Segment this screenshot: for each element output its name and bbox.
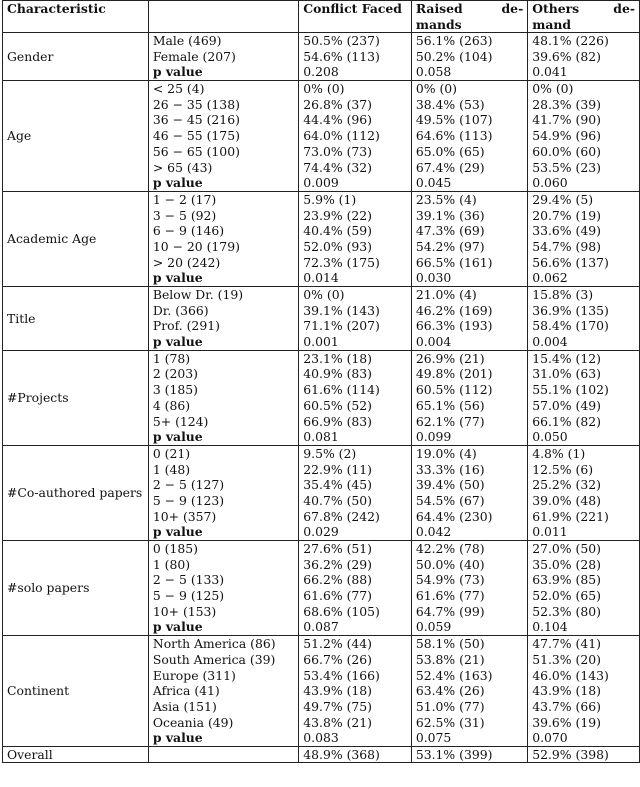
raised-value-cell: [411, 636, 527, 747]
row-label: 0 (185): [152, 541, 198, 556]
raised-value: 53.8% (21): [415, 651, 485, 667]
overall-row: [3, 746, 640, 763]
overall-raised: 53.1% (399): [411, 746, 527, 763]
group-name: Age: [3, 81, 149, 192]
overall-label: Overall: [3, 746, 149, 763]
others-value: 4.8% (1): [532, 445, 586, 461]
others-value: 60.0% (60): [532, 143, 601, 159]
p-value: 0.029: [303, 524, 339, 540]
p-value-label: p value: [152, 429, 203, 445]
raised-value: 54.5% (67): [415, 492, 485, 508]
p-value: 0.050: [532, 429, 568, 445]
conflict-value: 40.7% (50): [303, 492, 373, 508]
row-label: 1 − 2 (17): [152, 191, 217, 207]
conflict-value: 71.1% (207): [303, 318, 380, 334]
conflict-value: 40.9% (83): [303, 366, 373, 382]
conflict-value: 36.2% (29): [303, 556, 373, 572]
group-name: Continent: [3, 636, 149, 747]
row-label-cell: [148, 445, 298, 540]
p-value: 0.081: [303, 429, 339, 445]
others-value-cell: [528, 287, 640, 351]
header-category: [148, 1, 298, 33]
table-row: [3, 445, 640, 540]
header-raised-hyphen: de-: [501, 1, 524, 16]
raised-value: 51.0% (77): [415, 698, 485, 714]
raised-value: 39.1% (36): [415, 207, 485, 223]
table-row: [3, 81, 640, 192]
others-value: 28.3% (39): [532, 96, 601, 112]
header-conflict-faced: Conflict Faced: [299, 1, 412, 33]
raised-value-cell: [411, 33, 527, 81]
conflict-value: 43.8% (21): [303, 714, 373, 730]
row-label: 4 (86): [152, 397, 191, 413]
conflict-value: 27.6% (51): [303, 541, 373, 556]
raised-value: 64.4% (230): [415, 508, 493, 524]
results-table-container: [2, 0, 640, 763]
row-label-cell: [148, 350, 298, 445]
conflict-value: 35.4% (45): [303, 477, 373, 493]
others-value: 43.9% (18): [532, 683, 601, 699]
row-label-cell: [148, 636, 298, 747]
others-value: 52.0% (65): [532, 588, 601, 604]
raised-value: 0% (0): [415, 81, 457, 97]
p-value: 0.042: [415, 524, 452, 540]
conflict-value: 5.9% (1): [303, 191, 357, 207]
others-value-cell: [528, 81, 640, 192]
raised-value-cell: [411, 350, 527, 445]
table-row: [3, 636, 640, 747]
row-label: 56 − 65 (100): [152, 143, 240, 159]
others-value: 29.4% (5): [532, 191, 594, 207]
row-label: Dr. (366): [152, 302, 209, 318]
table-row: [3, 541, 640, 636]
row-label: Africa (41): [152, 683, 220, 699]
raised-value: 33.3% (16): [415, 461, 485, 477]
conflict-value: 66.2% (88): [303, 572, 373, 588]
raised-value-cell: [411, 191, 527, 286]
header-characteristic: Characteristic: [3, 1, 149, 33]
conflict-value: 9.5% (2): [303, 445, 357, 461]
others-value: 20.7% (19): [532, 207, 601, 223]
header-others-hyphen: de-: [613, 1, 635, 16]
raised-value: 61.6% (77): [415, 588, 485, 604]
others-value: 36.9% (135): [532, 302, 609, 318]
others-value: 66.1% (82): [532, 413, 601, 429]
group-name: Title: [3, 287, 149, 351]
conflict-value: 54.6% (113): [303, 48, 380, 64]
others-value: 39.6% (19): [532, 714, 601, 730]
conflict-value: 26.8% (37): [303, 96, 373, 112]
p-value: 0.208: [303, 64, 339, 80]
conflict-value-cell: [299, 445, 412, 540]
conflict-value: 74.4% (32): [303, 159, 373, 175]
others-value: 54.7% (98): [532, 238, 601, 254]
p-value: 0.041: [532, 64, 568, 80]
row-label: Prof. (291): [152, 318, 220, 334]
row-label-cell: [148, 541, 298, 636]
conflict-value: 40.4% (59): [303, 223, 373, 239]
row-label: 2 (203): [152, 366, 198, 382]
p-value: 0.087: [303, 619, 339, 635]
raised-value: 65.1% (56): [415, 397, 485, 413]
conflict-value-cell: [299, 287, 412, 351]
results-table: [2, 0, 640, 763]
row-label: 10+ (153): [152, 603, 217, 619]
raised-value: 50.2% (104): [415, 48, 493, 64]
row-label: 46 − 55 (175): [152, 128, 240, 144]
conflict-value: 0% (0): [303, 81, 345, 97]
raised-value: 66.5% (161): [415, 254, 493, 270]
raised-value: 23.5% (4): [415, 191, 477, 207]
others-value: 0% (0): [532, 81, 574, 97]
header-others-cont: mand: [532, 16, 572, 32]
conflict-value-cell: [299, 636, 412, 747]
p-value: 0.070: [532, 730, 568, 746]
conflict-value: 43.9% (18): [303, 683, 373, 699]
others-value: 15.4% (12): [532, 350, 601, 366]
row-label: 2 − 5 (127): [152, 477, 225, 493]
raised-value: 19.0% (4): [415, 445, 477, 461]
conflict-value: 51.2% (44): [303, 636, 373, 652]
others-value: 57.0% (49): [532, 397, 601, 413]
others-value: 55.1% (102): [532, 382, 609, 398]
p-value-label: p value: [152, 524, 203, 540]
p-value-label: p value: [152, 619, 203, 635]
raised-value: 63.4% (26): [415, 683, 485, 699]
p-value: 0.009: [303, 175, 339, 191]
p-value: 0.060: [532, 175, 568, 191]
raised-value: 26.9% (21): [415, 350, 485, 366]
raised-value: 42.2% (78): [415, 541, 485, 556]
p-value: 0.099: [415, 429, 452, 445]
p-value-label: p value: [152, 64, 203, 80]
raised-value: 58.1% (50): [415, 636, 485, 652]
conflict-value: 66.9% (83): [303, 413, 373, 429]
overall-blank: [148, 746, 298, 763]
raised-value: 56.1% (263): [415, 33, 493, 48]
row-label: Europe (311): [152, 667, 236, 683]
conflict-value-cell: [299, 191, 412, 286]
raised-value: 49.5% (107): [415, 112, 493, 128]
conflict-value: 44.4% (96): [303, 112, 373, 128]
raised-value: 62.5% (31): [415, 714, 485, 730]
header-others-demand: [528, 1, 640, 33]
conflict-value: 67.8% (242): [303, 508, 380, 524]
raised-value: 62.1% (77): [415, 413, 485, 429]
others-value-cell: [528, 445, 640, 540]
raised-value: 67.4% (29): [415, 159, 485, 175]
group-name: #solo papers: [3, 541, 149, 636]
p-value: 0.104: [532, 619, 568, 635]
row-label: 6 − 9 (146): [152, 223, 225, 239]
p-value-label: p value: [152, 730, 203, 746]
others-value: 25.2% (32): [532, 477, 601, 493]
conflict-value-cell: [299, 541, 412, 636]
others-value-cell: [528, 636, 640, 747]
p-value-label: p value: [152, 334, 203, 350]
raised-value: 47.3% (69): [415, 223, 485, 239]
table-row: [3, 350, 640, 445]
header-raised-cont: mands: [415, 16, 462, 32]
row-label-cell: [148, 287, 298, 351]
others-value: 41.7% (90): [532, 112, 601, 128]
row-label: Male (469): [152, 33, 222, 48]
row-label: Oceania (49): [152, 714, 234, 730]
row-label: 2 − 5 (133): [152, 572, 225, 588]
p-value: 0.075: [415, 730, 452, 746]
row-label: 5 − 9 (123): [152, 492, 225, 508]
row-label: 10+ (357): [152, 508, 217, 524]
p-value: 0.083: [303, 730, 339, 746]
row-label: 10 − 20 (179): [152, 238, 240, 254]
conflict-value: 22.9% (11): [303, 461, 373, 477]
raised-value: 64.6% (113): [415, 128, 493, 144]
raised-value: 50.0% (40): [415, 556, 485, 572]
group-name: #Co-authored papers: [3, 445, 149, 540]
p-value: 0.058: [415, 64, 452, 80]
others-value: 48.1% (226): [532, 33, 609, 48]
conflict-value: 64.0% (112): [303, 128, 380, 144]
others-value: 35.0% (28): [532, 556, 601, 572]
row-label-cell: [148, 33, 298, 81]
conflict-value: 39.1% (143): [303, 302, 380, 318]
p-value: 0.001: [303, 334, 339, 350]
raised-value: 64.7% (99): [415, 603, 485, 619]
conflict-value: 61.6% (77): [303, 588, 373, 604]
row-label: 1 (48): [152, 461, 191, 477]
header-raised-word: Raised: [415, 1, 463, 16]
conflict-value: 0% (0): [303, 287, 345, 302]
overall-conflict: 48.9% (368): [299, 746, 412, 763]
p-value: 0.011: [532, 524, 568, 540]
others-value: 56.6% (137): [532, 254, 609, 270]
others-value: 31.0% (63): [532, 366, 601, 382]
others-value: 63.9% (85): [532, 572, 601, 588]
row-label: Female (207): [152, 48, 236, 64]
raised-value: 52.4% (163): [415, 667, 493, 683]
row-label: 0 (21): [152, 445, 191, 461]
row-label: < 25 (4): [152, 81, 205, 97]
raised-value: 39.4% (50): [415, 477, 485, 493]
row-label: 5 − 9 (125): [152, 588, 225, 604]
group-name: #Projects: [3, 350, 149, 445]
header-others-word: Others: [532, 1, 580, 16]
header-row: [3, 1, 640, 33]
others-value: 39.6% (82): [532, 48, 601, 64]
conflict-value: 60.5% (52): [303, 397, 373, 413]
conflict-value-cell: [299, 350, 412, 445]
header-raised-demands: [411, 1, 527, 33]
row-label: North America (86): [152, 636, 276, 652]
others-value: 39.0% (48): [532, 492, 601, 508]
table-body: [3, 33, 640, 763]
table-row: [3, 191, 640, 286]
others-value: 54.9% (96): [532, 128, 601, 144]
p-value: 0.030: [415, 270, 452, 286]
row-label-cell: [148, 81, 298, 192]
row-label: 1 (78): [152, 350, 191, 366]
others-value: 12.5% (6): [532, 461, 594, 477]
others-value: 47.7% (41): [532, 636, 601, 652]
p-value: 0.014: [303, 270, 339, 286]
raised-value: 21.0% (4): [415, 287, 477, 302]
conflict-value: 53.4% (166): [303, 667, 380, 683]
group-name: Gender: [3, 33, 149, 81]
row-label: Asia (151): [152, 698, 217, 714]
others-value-cell: [528, 33, 640, 81]
raised-value: 46.2% (169): [415, 302, 493, 318]
overall-others: 52.9% (398): [528, 746, 640, 763]
raised-value: 65.0% (65): [415, 143, 485, 159]
p-value: 0.062: [532, 270, 568, 286]
group-name: Academic Age: [3, 191, 149, 286]
others-value-cell: [528, 191, 640, 286]
others-value: 33.6% (49): [532, 223, 601, 239]
raised-value: 49.8% (201): [415, 366, 493, 382]
row-label: 26 − 35 (138): [152, 96, 240, 112]
others-value: 53.5% (23): [532, 159, 601, 175]
row-label: 3 − 5 (92): [152, 207, 217, 223]
raised-value-cell: [411, 81, 527, 192]
row-label: 3 (185): [152, 382, 198, 398]
p-value: 0.045: [415, 175, 452, 191]
conflict-value-cell: [299, 33, 412, 81]
others-value: 51.3% (20): [532, 651, 601, 667]
others-value: 58.4% (170): [532, 318, 609, 334]
conflict-value: 52.0% (93): [303, 238, 373, 254]
others-value: 43.7% (66): [532, 698, 601, 714]
raised-value-cell: [411, 541, 527, 636]
p-value: 0.004: [532, 334, 568, 350]
p-value: 0.059: [415, 619, 452, 635]
p-value: 0.004: [415, 334, 452, 350]
others-value: 52.3% (80): [532, 603, 601, 619]
others-value-cell: [528, 541, 640, 636]
conflict-value: 50.5% (237): [303, 33, 380, 48]
raised-value-cell: [411, 445, 527, 540]
row-label-cell: [148, 191, 298, 286]
row-label: 1 (80): [152, 556, 191, 572]
others-value: 61.9% (221): [532, 508, 609, 524]
raised-value: 60.5% (112): [415, 382, 493, 398]
conflict-value: 66.7% (26): [303, 651, 373, 667]
raised-value: 66.3% (193): [415, 318, 493, 334]
row-label: Below Dr. (19): [152, 287, 244, 302]
raised-value-cell: [411, 287, 527, 351]
row-label: > 65 (43): [152, 159, 213, 175]
p-value-label: p value: [152, 175, 203, 191]
p-value-label: p value: [152, 270, 203, 286]
others-value: 27.0% (50): [532, 541, 601, 556]
conflict-value-cell: [299, 81, 412, 192]
conflict-value: 23.9% (22): [303, 207, 373, 223]
conflict-value: 73.0% (73): [303, 143, 373, 159]
conflict-value: 23.1% (18): [303, 350, 373, 366]
others-value: 15.8% (3): [532, 287, 594, 302]
raised-value: 54.9% (73): [415, 572, 485, 588]
others-value: 46.0% (143): [532, 667, 609, 683]
raised-value: 38.4% (53): [415, 96, 485, 112]
row-label: 36 − 45 (216): [152, 112, 240, 128]
conflict-value: 72.3% (175): [303, 254, 380, 270]
raised-value: 54.2% (97): [415, 238, 485, 254]
table-row: [3, 33, 640, 81]
table-row: [3, 287, 640, 351]
row-label: South America (39): [152, 651, 276, 667]
row-label: 5+ (124): [152, 413, 209, 429]
conflict-value: 68.6% (105): [303, 603, 380, 619]
others-value-cell: [528, 350, 640, 445]
conflict-value: 49.7% (75): [303, 698, 373, 714]
conflict-value: 61.6% (114): [303, 382, 380, 398]
row-label: > 20 (242): [152, 254, 221, 270]
